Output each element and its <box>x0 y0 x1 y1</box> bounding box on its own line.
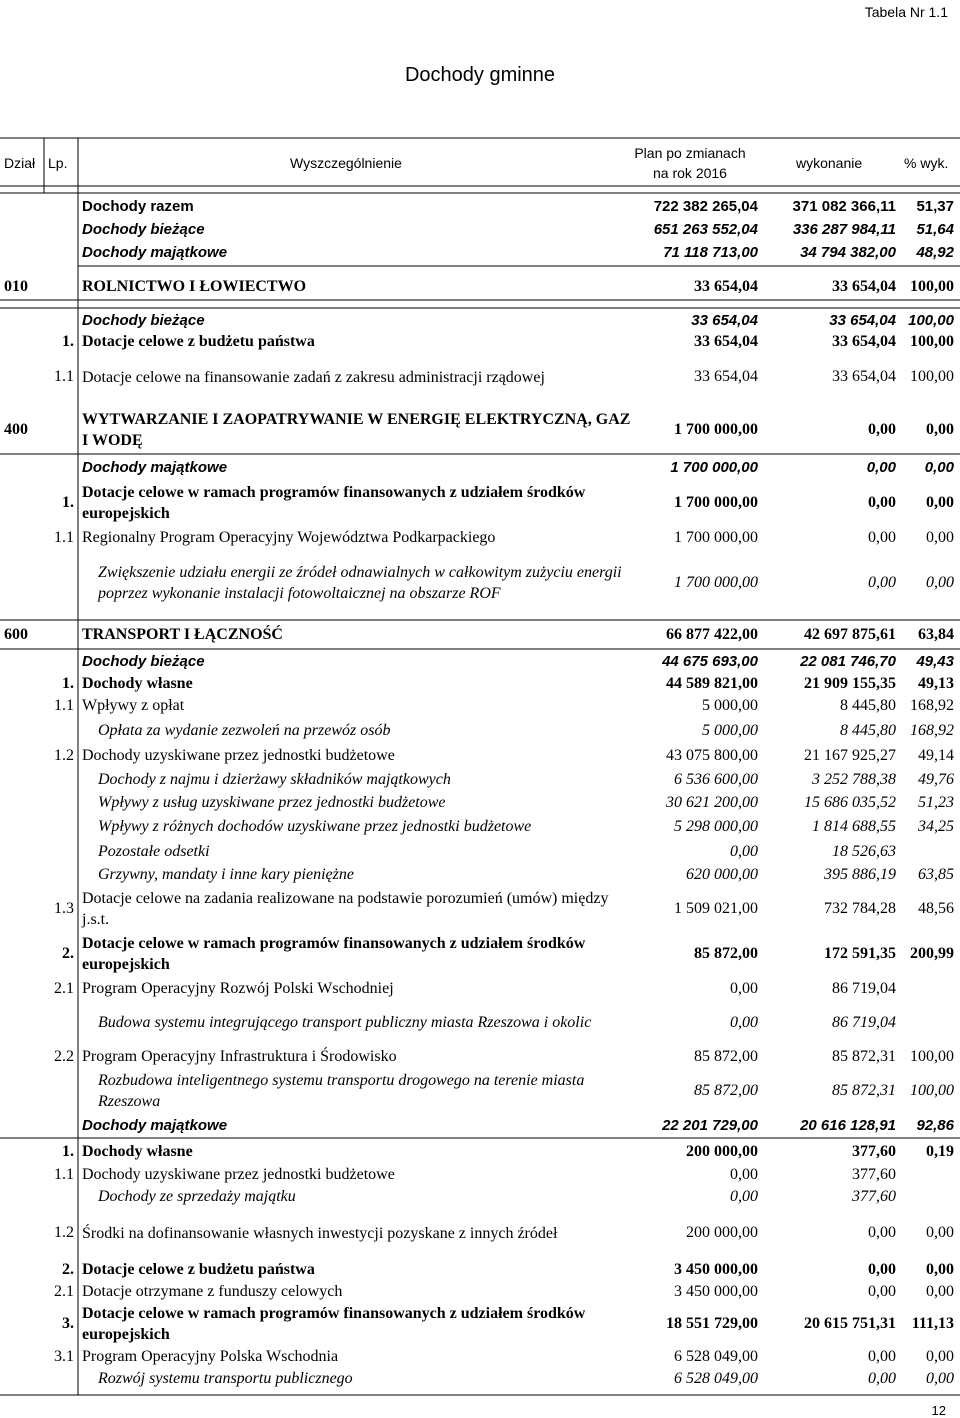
table-row <box>0 1113 960 1138</box>
row-plan: 43 075 800,00 <box>666 747 758 764</box>
table-row <box>0 650 960 672</box>
table-row <box>0 1303 960 1345</box>
row-percent <box>896 978 954 1000</box>
table-row <box>0 193 960 219</box>
row-percent: 0,00 <box>926 1348 954 1365</box>
row-lp <box>44 548 74 618</box>
row-lp: 1. <box>62 333 74 350</box>
row-execution: 0,00 <box>868 528 896 546</box>
row-dzial <box>4 1281 44 1303</box>
row-description: Dochody bieżące <box>82 220 205 238</box>
row-plan: 33 654,04 <box>691 311 758 329</box>
table-header <box>0 140 960 186</box>
row-description: Dochody razem <box>82 197 194 215</box>
row-dzial <box>4 768 44 791</box>
table-row <box>0 352 960 402</box>
row-description: Dochody majątkowe <box>82 458 228 476</box>
row-percent: 0,00 <box>926 421 954 438</box>
table-row <box>0 621 960 649</box>
row-execution: 8 445,80 <box>840 697 896 714</box>
row-description: Wpływy z opłat <box>82 697 185 714</box>
row-dzial <box>4 478 44 528</box>
row-plan: 18 551 729,00 <box>666 1315 758 1332</box>
row-percent: 51,64 <box>916 220 954 238</box>
row-plan: 6 528 049,00 <box>674 1348 758 1365</box>
row-plan: 5 000,00 <box>702 721 758 739</box>
row-execution: 20 616 128,91 <box>800 1117 896 1134</box>
row-plan: 85 872,00 <box>694 1081 758 1099</box>
row-execution: 377,60 <box>852 1188 896 1205</box>
row-description: WYTWARZANIE I ZAOPATRYWANIE W ENERGIĘ ELEKTRYCZNĄ, GAZ I WODĘ <box>82 411 631 449</box>
page-number: 12 <box>931 1403 946 1418</box>
table-row <box>0 840 960 863</box>
row-plan: 1 509 021,00 <box>674 900 758 917</box>
row-dzial <box>4 1045 44 1068</box>
row-lp <box>44 650 74 672</box>
table-row <box>0 1045 960 1068</box>
row-dzial <box>4 932 44 976</box>
row-plan: 3 450 000,00 <box>674 1283 758 1300</box>
row-execution: 21 909 155,35 <box>804 675 896 692</box>
row-dzial <box>4 814 44 840</box>
row-lp <box>44 456 74 478</box>
row-dzial <box>4 791 44 814</box>
table-row <box>0 744 960 768</box>
table-row <box>0 548 960 618</box>
row-lp: 2.1 <box>54 980 74 997</box>
row-execution: 1 814 688,55 <box>812 818 896 835</box>
row-lp: 1.1 <box>54 697 74 714</box>
row-percent: 49,43 <box>916 652 954 670</box>
row-dzial <box>4 1208 44 1258</box>
row-lp: 1. <box>62 675 74 692</box>
row-execution: 732 784,28 <box>824 900 896 917</box>
row-description: Dotacje celowe z budżetu państwa <box>82 333 315 350</box>
row-dzial <box>4 673 44 695</box>
row-percent: 63,85 <box>918 865 954 883</box>
row-plan: 5 298 000,00 <box>674 818 758 835</box>
row-percent <box>896 1164 954 1186</box>
row-description: Dochody ze sprzedaży majątku <box>98 1188 296 1205</box>
row-dzial <box>4 1186 44 1208</box>
row-plan: 0,00 <box>730 1166 758 1183</box>
table-row <box>0 219 960 239</box>
row-plan: 22 201 729,00 <box>662 1117 758 1134</box>
row-dzial <box>4 978 44 1000</box>
row-execution: 20 615 751,31 <box>804 1315 896 1332</box>
table-row <box>0 863 960 886</box>
row-description: Dochody bieżące <box>82 311 205 329</box>
row-percent: 100,00 <box>910 1081 954 1099</box>
row-dzial <box>4 527 44 548</box>
row-description: Dochody majątkowe <box>82 244 228 261</box>
row-plan: 44 589 821,00 <box>666 675 758 692</box>
table-row <box>0 978 960 1000</box>
row-dzial <box>4 1164 44 1186</box>
row-plan: 33 654,04 <box>694 368 758 385</box>
row-lp <box>44 1000 74 1045</box>
row-lp: 1.1 <box>54 368 74 385</box>
table-row <box>0 273 960 300</box>
row-execution: 377,60 <box>852 1143 896 1160</box>
row-lp <box>44 219 74 239</box>
row-plan: 85 872,00 <box>694 945 758 962</box>
row-lp: 2. <box>62 1261 74 1278</box>
row-percent: 0,00 <box>926 1224 954 1241</box>
row-percent: 0,00 <box>926 574 954 591</box>
row-lp <box>44 621 74 649</box>
row-description: Wpływy z usług uzyskiwane przez jednostki budżetowe <box>98 793 446 811</box>
row-description: Dochody bieżące <box>82 652 205 670</box>
row-dzial: 400 <box>4 421 28 438</box>
row-dzial <box>4 308 44 332</box>
row-plan: 620 000,00 <box>686 865 758 883</box>
table-row <box>0 814 960 840</box>
row-execution: 15 686 035,52 <box>804 793 896 811</box>
row-description: Rozbudowa inteligentnego systemu transportu drogowego na terenie miasta Rzeszowa <box>98 1071 585 1110</box>
header-plan: Plan po zmianach na rok 2016 <box>634 145 746 181</box>
table-row <box>0 527 960 548</box>
row-percent: 92,86 <box>916 1117 954 1134</box>
table-row <box>0 1368 960 1390</box>
row-description: Dotacje celowe w ramach programów finansowanych z udziałem środków europejskich <box>82 1305 586 1343</box>
row-execution: 33 654,04 <box>829 311 896 329</box>
row-execution: 85 872,31 <box>832 1081 896 1099</box>
row-plan: 71 118 713,00 <box>663 244 758 261</box>
row-percent <box>896 1000 954 1045</box>
row-percent: 0,00 <box>926 1261 954 1278</box>
row-percent: 51,37 <box>916 197 954 215</box>
row-lp: 1.1 <box>54 528 74 546</box>
row-description: Dochody własne <box>82 675 193 692</box>
row-description: Dochody własne <box>82 1143 193 1160</box>
row-lp: 2. <box>62 945 74 962</box>
row-dzial <box>4 1113 44 1138</box>
row-percent: 63,84 <box>918 626 954 643</box>
row-execution: 85 872,31 <box>832 1047 896 1065</box>
row-description: Dochody majątkowe <box>82 1117 228 1134</box>
table-row <box>0 1164 960 1186</box>
row-plan: 1 700 000,00 <box>674 421 758 438</box>
row-dzial <box>4 1000 44 1045</box>
row-plan: 651 263 552,04 <box>653 220 758 238</box>
row-lp: 1.1 <box>54 1166 74 1183</box>
row-percent: 111,13 <box>911 1315 954 1332</box>
row-percent: 100,00 <box>910 277 954 295</box>
table-row <box>0 1140 960 1164</box>
table-row <box>0 1068 960 1113</box>
row-percent: 48,92 <box>916 244 954 261</box>
row-percent: 49,14 <box>918 747 954 764</box>
header-lp: Lp. <box>48 155 68 171</box>
row-plan: 3 450 000,00 <box>674 1261 758 1278</box>
row-execution: 0,00 <box>868 1283 896 1300</box>
row-plan: 1 700 000,00 <box>674 528 758 546</box>
table-row <box>0 932 960 976</box>
row-lp <box>44 1068 74 1113</box>
row-execution: 0,00 <box>868 494 896 511</box>
row-plan: 85 872,00 <box>694 1047 758 1065</box>
table-row <box>0 332 960 352</box>
row-execution: 0,00 <box>868 1224 896 1241</box>
row-execution: 33 654,04 <box>832 368 896 385</box>
row-dzial <box>4 332 44 352</box>
row-execution: 33 654,04 <box>832 277 896 295</box>
row-execution: 0,00 <box>866 458 896 476</box>
row-description: TRANSPORT I ŁĄCZNOŚĆ <box>82 626 283 643</box>
row-description: Dotacje celowe w ramach programów finansowanych z udziałem środków europejskich <box>82 484 586 522</box>
row-plan: 6 536 600,00 <box>674 770 758 788</box>
row-dzial <box>4 650 44 672</box>
row-description: Dochody z najmu i dzierżawy składników majątkowych <box>98 770 451 788</box>
row-description: Środki na dofinansowanie własnych inwestycji pozyskane z innych źródeł <box>82 1224 558 1242</box>
row-dzial <box>4 886 44 932</box>
row-description: Opłata za wydanie zezwoleń na przewóz osób <box>98 721 391 739</box>
row-dzial <box>4 1259 44 1281</box>
row-description: Pozostałe odsetki <box>98 842 210 860</box>
row-execution: 8 445,80 <box>840 721 896 739</box>
row-lp <box>44 768 74 791</box>
row-percent: 48,56 <box>918 900 954 917</box>
document-title: Dochody gminne <box>404 64 556 86</box>
table-row <box>0 886 960 932</box>
table-row <box>0 1346 960 1368</box>
table-row <box>0 406 960 454</box>
row-execution: 34 794 382,00 <box>800 244 896 261</box>
header-percent: % wyk. <box>904 155 949 171</box>
row-execution: 0,00 <box>868 1261 896 1278</box>
row-percent: 100,00 <box>910 368 954 385</box>
row-plan: 200 000,00 <box>686 1224 758 1241</box>
row-execution: 22 081 746,70 <box>800 652 896 670</box>
row-dzial <box>4 863 44 886</box>
row-dzial <box>4 193 44 219</box>
row-dzial: 010 <box>4 277 28 295</box>
row-percent: 0,00 <box>926 494 954 511</box>
row-lp: 1.2 <box>54 747 74 764</box>
row-dzial <box>4 1140 44 1164</box>
table-row <box>0 673 960 695</box>
row-lp: 2.2 <box>54 1047 74 1065</box>
row-dzial <box>4 744 44 768</box>
row-execution: 86 719,04 <box>832 1013 896 1031</box>
row-description: Program Operacyjny Infrastruktura i Środowisko <box>82 1047 397 1065</box>
row-plan: 5 000,00 <box>702 697 758 714</box>
row-execution: 21 167 925,27 <box>804 747 896 764</box>
row-percent: 100,00 <box>910 1047 954 1065</box>
row-lp: 1.2 <box>54 1224 74 1241</box>
row-execution: 371 082 366,11 <box>792 197 896 215</box>
row-percent: 168,92 <box>910 697 954 714</box>
row-plan: 6 528 049,00 <box>674 1370 758 1387</box>
row-percent: 0,00 <box>926 1283 954 1300</box>
row-description: Dochody uzyskiwane przez jednostki budżetowe <box>82 747 395 764</box>
row-lp <box>44 840 74 863</box>
table-row <box>0 717 960 744</box>
row-dzial <box>4 548 44 618</box>
row-execution: 336 287 984,11 <box>792 220 896 238</box>
row-lp <box>44 1368 74 1390</box>
table-row <box>0 768 960 791</box>
row-execution: 0,00 <box>868 574 896 591</box>
row-execution: 0,00 <box>868 1348 896 1365</box>
row-percent: 0,00 <box>924 458 954 476</box>
row-dzial <box>4 1346 44 1368</box>
row-description: Dotacje celowe z budżetu państwa <box>82 1261 315 1278</box>
row-lp <box>44 814 74 840</box>
row-dzial: 600 <box>4 626 28 643</box>
row-plan: 722 382 265,04 <box>653 197 758 215</box>
row-plan: 200 000,00 <box>686 1143 758 1160</box>
row-lp: 1. <box>62 494 74 511</box>
row-percent: 49,13 <box>918 675 954 692</box>
row-description: Regionalny Program Operacyjny Województwa Podkarpackiego <box>82 528 496 546</box>
row-percent: 51,23 <box>918 793 954 811</box>
row-percent: 168,92 <box>910 721 954 739</box>
table-row <box>0 1000 960 1045</box>
table-row <box>0 1259 960 1281</box>
row-execution: 33 654,04 <box>832 333 896 350</box>
row-dzial <box>4 239 44 266</box>
row-plan: 1 700 000,00 <box>674 574 758 591</box>
row-lp: 2.1 <box>54 1283 74 1300</box>
row-percent <box>896 1186 954 1208</box>
row-plan: 1 700 000,00 <box>670 458 758 476</box>
table-row <box>0 1186 960 1208</box>
row-percent <box>896 840 954 863</box>
table-row <box>0 308 960 332</box>
table-row <box>0 1208 960 1258</box>
table-row <box>0 1281 960 1303</box>
row-description: Dotacje celowe na zadania realizowane na podstawie porozumień (umów) między j.s.t. <box>82 890 609 928</box>
row-percent: 200,99 <box>910 945 954 962</box>
row-lp <box>44 717 74 744</box>
row-description: Program Operacyjny Polska Wschodnia <box>82 1348 339 1365</box>
row-description: Zwiększenie udziału energii ze źródeł odnawialnych w całkowitym zużyciu energii poprzez wykonanie instalacji fotowoltaicznej na obszarze ROF <box>98 564 622 602</box>
row-description: ROLNICTWO I ŁOWIECTWO <box>82 277 307 295</box>
row-lp <box>44 308 74 332</box>
row-plan: 0,00 <box>730 1013 758 1031</box>
header-description: Wyszczególnienie <box>290 155 402 171</box>
table-row <box>0 239 960 266</box>
row-lp <box>44 1113 74 1138</box>
row-execution: 172 591,35 <box>824 945 896 962</box>
row-lp <box>44 239 74 266</box>
row-plan: 30 621 200,00 <box>666 793 758 811</box>
row-lp: 1.3 <box>54 900 74 917</box>
row-execution: 18 526,63 <box>832 842 896 860</box>
row-percent: 0,19 <box>926 1143 954 1160</box>
row-dzial <box>4 456 44 478</box>
row-execution: 0,00 <box>868 421 896 438</box>
row-plan: 33 654,04 <box>694 277 758 295</box>
row-lp <box>44 863 74 886</box>
row-description: Dotacje celowe na finansowanie zadań z zakresu administracji rządowej <box>82 368 545 386</box>
row-lp: 3. <box>62 1315 74 1332</box>
row-description: Rozwój systemu transportu publicznego <box>98 1370 353 1387</box>
row-percent: 100,00 <box>908 311 954 329</box>
row-execution: 395 886,19 <box>824 865 896 883</box>
table-number-label: Tabela Nr 1.1 <box>864 4 948 20</box>
row-description: Dotacje otrzymane z funduszy celowych <box>82 1283 343 1300</box>
table-row <box>0 791 960 814</box>
header-dzial: Dział <box>4 155 36 171</box>
table-row <box>0 478 960 528</box>
row-execution: 0,00 <box>868 1370 896 1387</box>
row-dzial <box>4 1368 44 1390</box>
row-percent: 100,00 <box>910 333 954 350</box>
row-lp <box>44 406 74 454</box>
row-dzial <box>4 352 44 402</box>
row-description: Dochody uzyskiwane przez jednostki budżetowe <box>82 1166 395 1183</box>
row-plan: 66 877 422,00 <box>666 626 758 643</box>
row-dzial <box>4 840 44 863</box>
table-row <box>0 456 960 478</box>
row-lp <box>44 193 74 219</box>
row-dzial <box>4 1068 44 1113</box>
row-execution: 86 719,04 <box>832 980 896 997</box>
row-execution: 42 697 875,61 <box>804 626 896 643</box>
row-description: Wpływy z różnych dochodów uzyskiwane przez jednostki budżetowe <box>98 818 532 835</box>
row-description: Program Operacyjny Rozwój Polski Wschodniej <box>82 980 394 997</box>
row-lp: 3.1 <box>54 1348 74 1365</box>
header-execution: wykonanie <box>796 155 863 171</box>
row-description: Dotacje celowe w ramach programów finansowanych z udziałem środków europejskich <box>82 935 586 973</box>
row-dzial <box>4 695 44 717</box>
row-percent: 0,00 <box>926 528 954 546</box>
table-row <box>0 695 960 717</box>
row-plan: 0,00 <box>730 842 758 860</box>
row-dzial <box>4 1303 44 1345</box>
row-lp <box>44 1186 74 1208</box>
row-plan: 0,00 <box>730 980 758 997</box>
row-percent: 49,76 <box>918 770 954 788</box>
row-execution: 3 252 788,38 <box>812 770 896 788</box>
row-description: Budowa systemu integrującego transport publiczny miasta Rzeszowa i okolic <box>98 1014 592 1031</box>
row-lp <box>44 791 74 814</box>
row-execution: 377,60 <box>852 1166 896 1183</box>
row-description: Grzywny, mandaty i inne kary pieniężne <box>98 865 354 883</box>
row-plan: 1 700 000,00 <box>674 494 758 511</box>
row-lp <box>44 273 74 300</box>
row-percent: 0,00 <box>926 1370 954 1387</box>
row-percent: 34,25 <box>918 818 954 835</box>
row-lp: 1. <box>62 1143 74 1160</box>
row-dzial <box>4 219 44 239</box>
row-plan: 44 675 693,00 <box>662 652 758 670</box>
row-plan: 33 654,04 <box>694 333 758 350</box>
row-dzial <box>4 717 44 744</box>
row-plan: 0,00 <box>730 1188 758 1205</box>
